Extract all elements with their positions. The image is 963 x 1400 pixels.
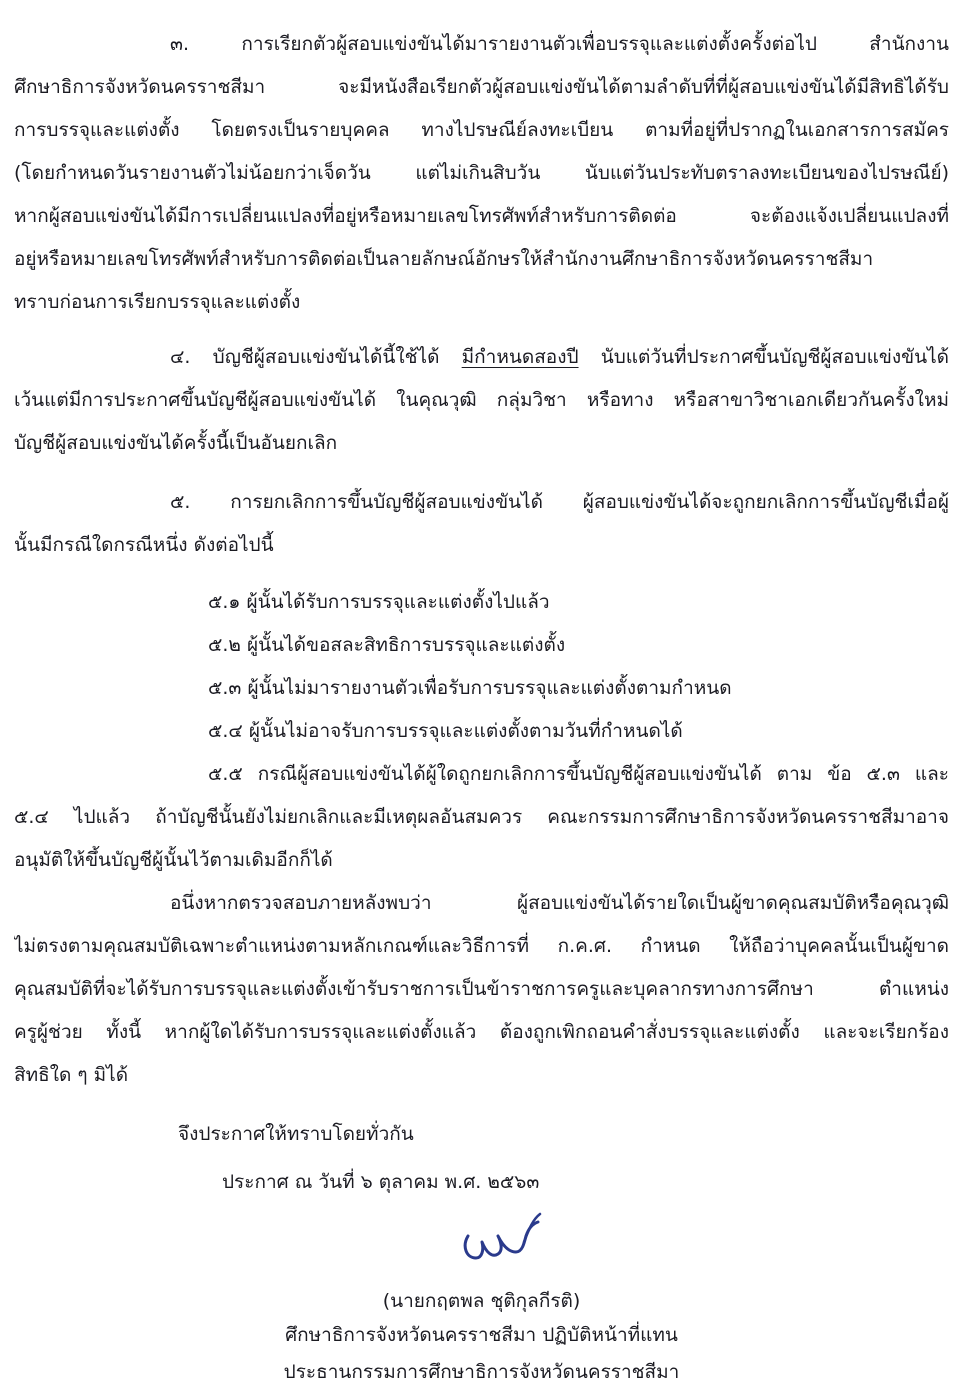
announcement-line: จึงประกาศให้ทราบโดยทั่วกัน	[178, 1123, 414, 1145]
paragraph-4-line: เว้นแต่มีการประกาศขึ้นบัญชีผู้สอบแข่งขันได้ ในคุณวุฒิ กลุ่มวิชา หรือทาง หรือสาขาวิชาเอกเดียวกันครั้งใหม่	[14, 389, 949, 411]
paragraph-4-line: บัญชีผู้สอบแข่งขันได้ครั้งนี้เป็นอันยกเลิก	[14, 432, 338, 454]
paragraph-4-text: ๔. บัญชีผู้สอบแข่งขันได้นี้ใช้ได้	[170, 346, 462, 368]
paragraph-5-line: ๕. การยกเลิกการขึ้นบัญชีผู้สอบแข่งขันได้ ผู้สอบแข่งขันได้จะถูกยกเลิกการขึ้นบัญชีเมื่อผู้	[170, 491, 949, 513]
announcement-date: ประกาศ ณ วันที่ ๖ ตุลาคม พ.ศ. ๒๕๖๓	[222, 1171, 540, 1193]
signatory-title: ศึกษาธิการจังหวัดนครราชสีมา ปฏิบัติหน้าที่แทน	[285, 1324, 678, 1346]
validity-period-underlined: มีกำหนดสองปี	[461, 346, 579, 368]
paragraph-3-line: การบรรจุและแต่งตั้ง โดยตรงเป็นรายบุคคล ทางไปรษณีย์ลงทะเบียน ตามที่อยู่ที่ปรากฏในเอกสารการสมัคร	[14, 119, 949, 141]
list-item: ๕.๕ กรณีผู้สอบแข่งขันได้ผู้ใดถูกยกเลิกการขึ้นบัญชีผู้สอบแข่งขันได้ ตาม ข้อ ๕.๓ และ	[208, 763, 949, 785]
signatory-name: (นายกฤตพล ชุติกุลกีรติ)	[382, 1290, 581, 1312]
list-item: ๕.๑ ผู้นั้นได้รับการบรรจุและแต่งตั้งไปแล้ว	[208, 591, 550, 613]
paragraph-3-line: หากผู้สอบแข่งขันได้มีการเปลี่ยนแปลงที่อยู่หรือหมายเลขโทรศัพท์สำหรับการติดต่อ จะต้องแจ้งเปลี่ยนแปลงที่	[14, 205, 949, 227]
paragraph-4-text: นับแต่วันที่ประกาศขึ้นบัญชีผู้สอบแข่งขันได้	[578, 346, 949, 368]
paragraph-5-line: นั้นมีกรณีใดกรณีหนึ่ง ดังต่อไปนี้	[14, 534, 274, 556]
paragraph-3-line: อยู่หรือหมายเลขโทรศัพท์สำหรับการติดต่อเป็นลายลักษณ์อักษรให้สำนักงานศึกษาธิการจังหวัดนครราชสีมา	[14, 248, 874, 270]
handwritten-signature	[452, 1202, 562, 1272]
list-item-continuation: ๕.๔ ไปแล้ว ถ้าบัญชีนั้นยังไม่ยกเลิกและมีเหตุผลอันสมควร คณะกรรมการศึกษาธิการจังหวัดนครราชสีมาอาจ	[14, 806, 949, 828]
signatory-title: ประธานกรรมการศึกษาธิการจังหวัดนครราชสีมา	[283, 1361, 680, 1383]
paragraph-6-line: อนึ่งหากตรวจสอบภายหลังพบว่า ผู้สอบแข่งขันได้รายใดเป็นผู้ขาดคุณสมบัติหรือคุณวุฒิ	[170, 892, 949, 914]
list-item: ๕.๒ ผู้นั้นได้ขอสละสิทธิการบรรจุและแต่งตั้ง	[208, 634, 566, 656]
list-item: ๕.๓ ผู้นั้นไม่มารายงานตัวเพื่อรับการบรรจุและแต่งตั้งตามกำหนด	[208, 677, 732, 699]
list-item: ๕.๔ ผู้นั้นไม่อาจรับการบรรจุและแต่งตั้งตามวันที่กำหนดได้	[208, 720, 683, 742]
paragraph-6-line: ครูผู้ช่วย ทั้งนี้ หากผู้ใดได้รับการบรรจุและแต่งตั้งแล้ว ต้องถูกเพิกถอนคำสั่งบรรจุและแต่งตั้ง และจะเรียกร้อง	[14, 1021, 949, 1043]
paragraph-3-line: ศึกษาธิการจังหวัดนครราชสีมา จะมีหนังสือเรียกตัวผู้สอบแข่งขันได้ตามลำดับที่ที่ผู้สอบแข่งขันได้มีสิทธิได้รับ	[14, 76, 949, 98]
paragraph-3-line: ๓. การเรียกตัวผู้สอบแข่งขันได้มารายงานตัวเพื่อบรรจุและแต่งตั้งครั้งต่อไป สำนักงาน	[170, 33, 949, 55]
paragraph-6-line: คุณสมบัติที่จะได้รับการบรรจุและแต่งตั้งเข้ารับราชการเป็นข้าราชการครูและบุคลากรทางการศึกษา ตำแหน่ง	[14, 978, 949, 1000]
paragraph-4-first-line	[170, 342, 949, 372]
paragraph-6-line: สิทธิใด ๆ มิได้	[14, 1064, 129, 1086]
paragraph-6-line: ไม่ตรงตามคุณสมบัติเฉพาะตำแหน่งตามหลักเกณฑ์และวิธีการที่ ก.ค.ศ. กำหนด ให้ถือว่าบุคคลนั้นเป็นผู้ขาด	[14, 935, 949, 957]
paragraph-3-line: (โดยกำหนดวันรายงานตัวไม่น้อยกว่าเจ็ดวัน แต่ไม่เกินสิบวัน นับแต่วันประทับตราลงทะเบียนของไปรษณีย์)	[14, 162, 949, 184]
list-item-continuation: อนุมัติให้ขึ้นบัญชีผู้นั้นไว้ตามเดิมอีกก็ได้	[14, 849, 333, 871]
paragraph-3-line: ทราบก่อนการเรียกบรรจุและแต่งตั้ง	[14, 291, 301, 313]
